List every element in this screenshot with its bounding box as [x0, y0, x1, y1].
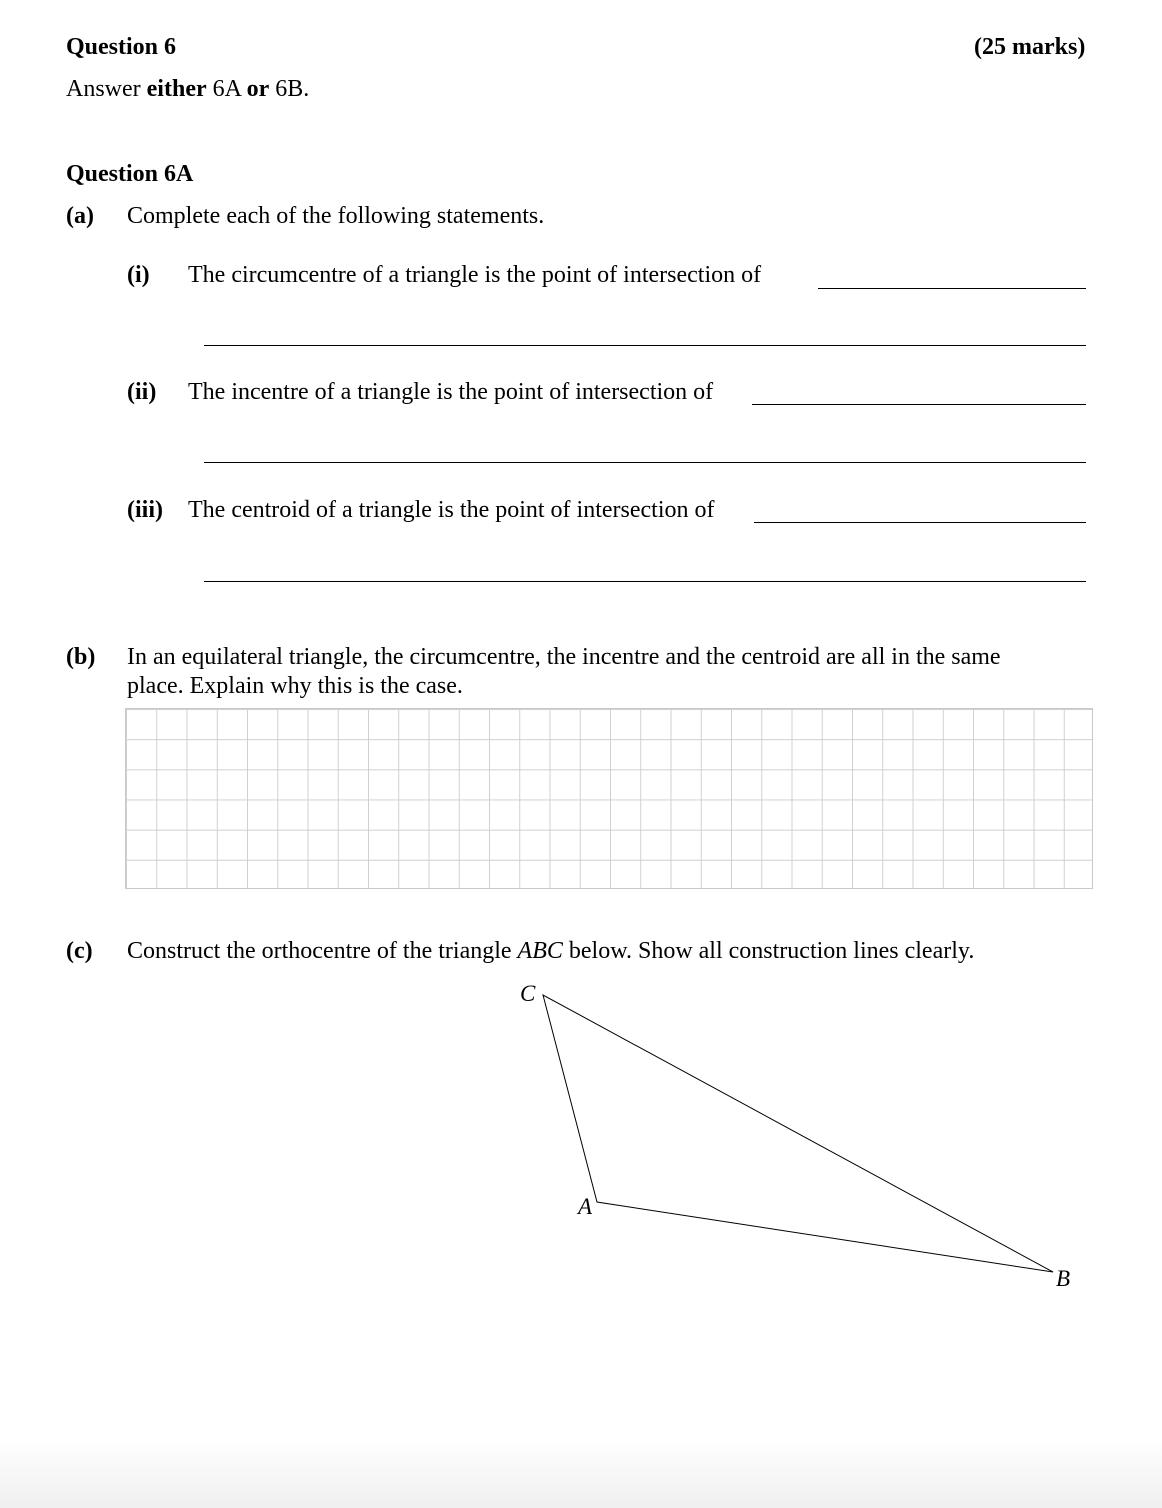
- vertex-c-label: C: [520, 981, 536, 1006]
- item-i-label: (i): [127, 262, 150, 288]
- instruction-6a: 6A: [206, 76, 247, 102]
- part-b-label: (b): [66, 644, 96, 670]
- part-c-abc: ABC: [517, 938, 563, 964]
- item-iii-text: The centroid of a triangle is the point of intersection of: [188, 497, 715, 523]
- page-bottom-shade: [0, 1438, 1162, 1508]
- marks-label: (25 marks): [974, 34, 1086, 60]
- instruction-either: either: [146, 76, 207, 102]
- part-c-text-post: below. Show all construction lines clearly.: [562, 938, 975, 964]
- part-a-text: Complete each of the following statements.: [127, 203, 545, 229]
- vertex-a-label: A: [578, 1194, 593, 1219]
- question-title: Question 6: [66, 34, 177, 60]
- part-b-line1: In an equilateral triangle, the circumcentre, the incentre and the centroid are all in the same: [127, 644, 1001, 670]
- part-a-label: (a): [66, 203, 94, 229]
- instruction-or: or: [246, 76, 270, 102]
- vertex-b-label: B: [1056, 1266, 1071, 1291]
- part-c-text-pre: Construct the orthocentre of the triangle: [127, 938, 518, 964]
- instruction-pre: Answer: [66, 76, 147, 102]
- part-b-line2: place. Explain why this is the case.: [127, 673, 463, 699]
- instruction-6b: 6B.: [269, 76, 310, 102]
- item-i-text: The circumcentre of a triangle is the point of intersection of: [188, 262, 762, 288]
- item-ii-text: The incentre of a triangle is the point of intersection of: [188, 379, 714, 405]
- item-ii-label: (ii): [127, 379, 157, 405]
- item-iii-label: (iii): [127, 497, 163, 523]
- part-c-label: (c): [66, 938, 93, 964]
- section-title: Question 6A: [66, 161, 194, 187]
- triangle-abc[interactable]: [543, 995, 1053, 1272]
